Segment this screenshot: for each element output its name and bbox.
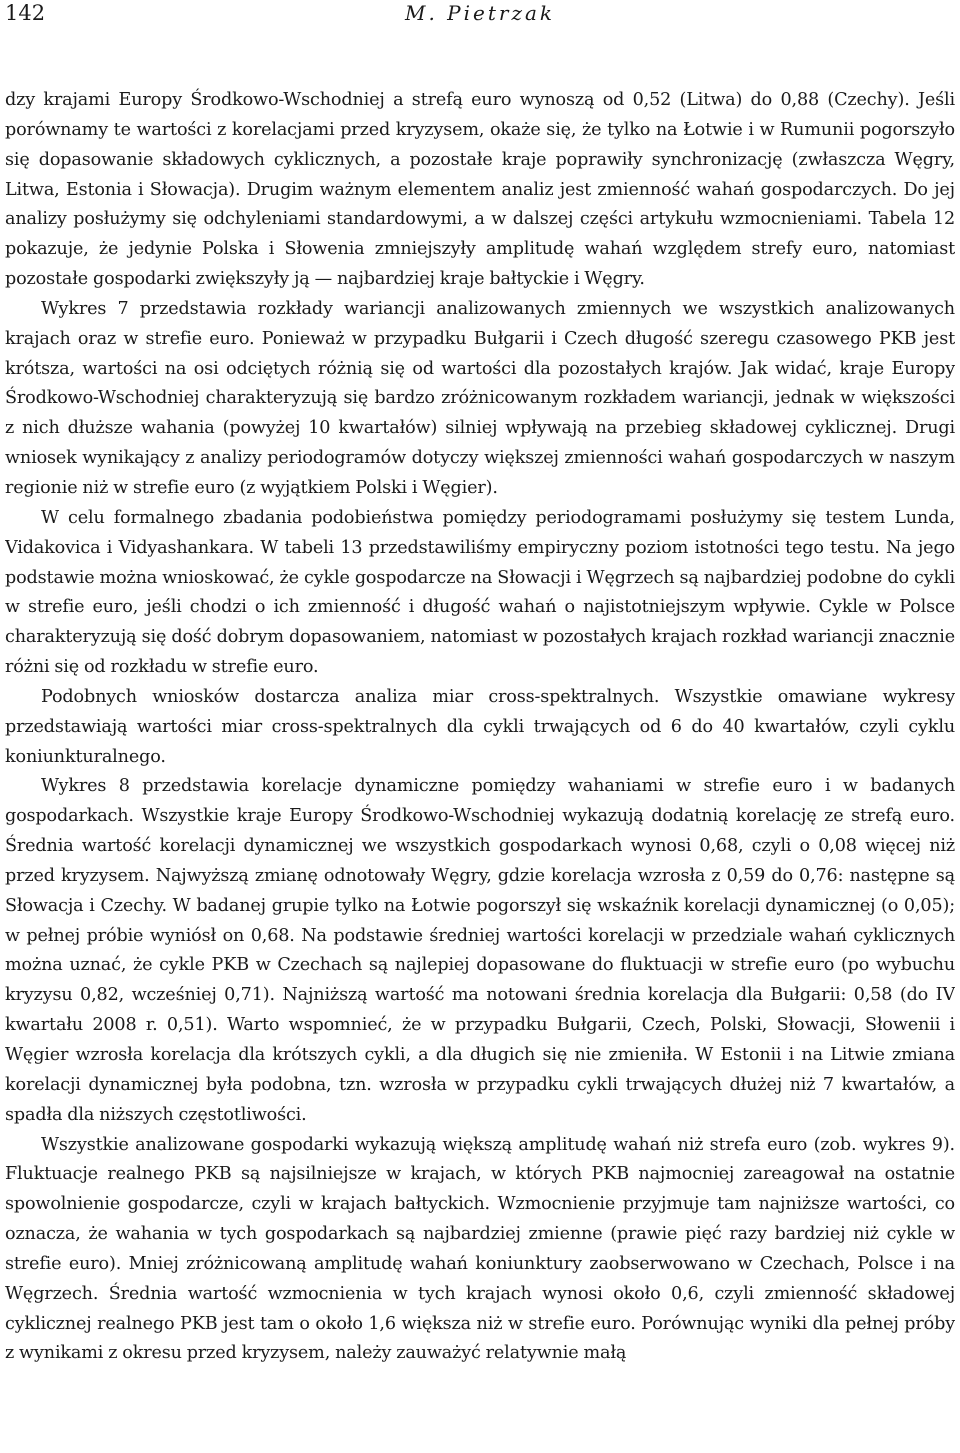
page	[5, 0, 955, 1453]
body-text	[5, 86, 955, 1369]
paragraph: Wykres 8 przedstawia korelacje dynamiczne pomiędzy wahaniami w strefie euro i w badanych gospodarkach. Wszystkie kraje Europy Środkowo-Wschodniej wykazują dodatnią korelację ze strefą euro. Średnia wartość korelacji dynamicznej we wszystkich gospodarkach wynosi 0,68, czyli o 0,08 więcej niż przed kryzysem. Najwyższą zmianę odnotowały Węgry, gdzie korelacja wzrosła z 0,59 do 0,76: następne są Słowacja i Czechy. W badanej grupie tylko na Łotwie pogorszył się wskaźnik korelacji dynamicznej (o 0,05); w pełnej próbie wyniósł on 0,68. Na podstawie średniej wartości korelacji w przedziale wahań cyklicznych można uznać, że cykle PKB w Czechach są najlepiej dopasowane do fluktuacji w strefie euro (po wybuchu kryzysu 0,82, wcześniej 0,71). Najniższą wartość ma notowani średnia korelacja dla Bułgarii: 0,58 (do IV kwartału 2008 r. 0,51). Warto wspomnieć, że w przypadku Bułgarii, Czech, Polski, Słowacji, Słowenii i Węgier wzrosła korelacja dla krótszych cykli, a dla długich się nie zmieniła. W Estonii i na Litwie zmiana korelacji dynamicznej była podobna, tzn. wzrosła w przypadku cykli trwających dłużej niż 7 kwartałów, a spadła dla niższych częstotliwości.	[5, 776, 955, 1125]
paragraph: Wszystkie analizowane gospodarki wykazują większą amplitudę wahań niż strefa euro (zob. wykres 9). Fluktuacje realnego PKB są najsilniejsze w krajach, w których PKB najmocniej zareagował na ostatnie spowolnienie gospodarcze, czyli w krajach bałtyckich. Wzmocnienie przyjmuje tam najniższe wartości, co oznacza, że wahania w tych gospodarkach są najbardziej zmienne (prawie pięć razy bardziej niż cykle w strefie euro). Mniej zróżnicowaną amplitudę wahań koniunktury zaobserwowano w Czechach, Polsce i na Węgrzech. Średnia wartość wzmocnienia w tych krajach wynosi około 0,6, czyli zmienność składowej cyklicznej realnego PKB jest tam o około 1,6 większa niż w strefie euro. Porównując wyniki dla pełnej próby z wynikami z okresu przed kryzysem, należy zauważyć relatywnie małą	[5, 1134, 955, 1364]
running-head	[5, 0, 955, 28]
paragraph: Podobnych wniosków dostarcza analiza miar cross-spektralnych. Wszystkie omawiane wykresy przedstawiają wartości miar cross-spektralnych dla cykli trwających od 6 do 40 kwartałów, czyli cyklu koniunkturalnego.	[5, 686, 955, 767]
running-author: M. Pietrzak	[404, 1, 556, 25]
paragraph: Wykres 7 przedstawia rozkłady wariancji analizowanych zmiennych we wszystkich analizowanych krajach oraz w strefie euro. Ponieważ w przypadku Bułgarii i Czech długość szeregu czasowego PKB jest krótsza, wartości na osi odciętych różnią się od wartości dla pozostałych krajów. Jak widać, kraje Europy Środkowo-Wschodniej charakteryzują się bardzo zróżnicowanym rozkładem wariancji, jednak w większości z nich dłuższe wahania (powyżej 10 kwartałów) silniej wpływają na przebieg składowej cyklicznej. Drugi wniosek wynikający z analizy periodogramów dotyczy większej zmienności wahań gospodarczych w naszym regionie niż w strefie euro (z wyjątkiem Polski i Węgier).	[5, 298, 955, 498]
page-number: 142	[5, 1, 46, 25]
paragraph: W celu formalnego zbadania podobieństwa pomiędzy periodogramami posłużymy się testem Lunda, Vidakovica i Vidyashankara. W tabeli 13 przedstawiliśmy empiryczny poziom istotności tego testu. Na jego podstawie można wnioskować, że cykle gospodarcze na Słowacji i Węgrzech są najbardziej podobne do cykli w strefie euro, jeśli chodzi o ich zmienność i długość wahań o najistotniejszym wpływie. Cykle w Polsce charakteryzują się dość dobrym dopasowaniem, natomiast w pozostałych krajach rozkład wariancji znacznie różni się od rozkładu w strefie euro.	[5, 507, 955, 678]
paragraph: dzy krajami Europy Środkowo-Wschodniej a strefą euro wynoszą od 0,52 (Litwa) do 0,88 (Czechy). Jeśli porównamy te wartości z korelacjami przed kryzysem, okaże się, że tylko na Łotwie i w Rumunii pogorszyło się dopasowanie składowych cyklicznych, a pozostałe kraje poprawiły synchronizację (zwłaszcza Węgry, Litwa, Estonia i Słowacja). Drugim ważnym elementem analiz jest zmienność wahań gospodarczych. Do jej analizy posłużymy się odchyleniami standardowymi, a w dalszej części artykułu wzmocnieniami. Tabela 12 pokazuje, że jedynie Polska i Słowenia zmniejszyły amplitudę wahań względem strefy euro, natomiast pozostałe gospodarki zwiększyły ją — najbardziej kraje bałtyckie i Węgry.	[5, 90, 955, 290]
